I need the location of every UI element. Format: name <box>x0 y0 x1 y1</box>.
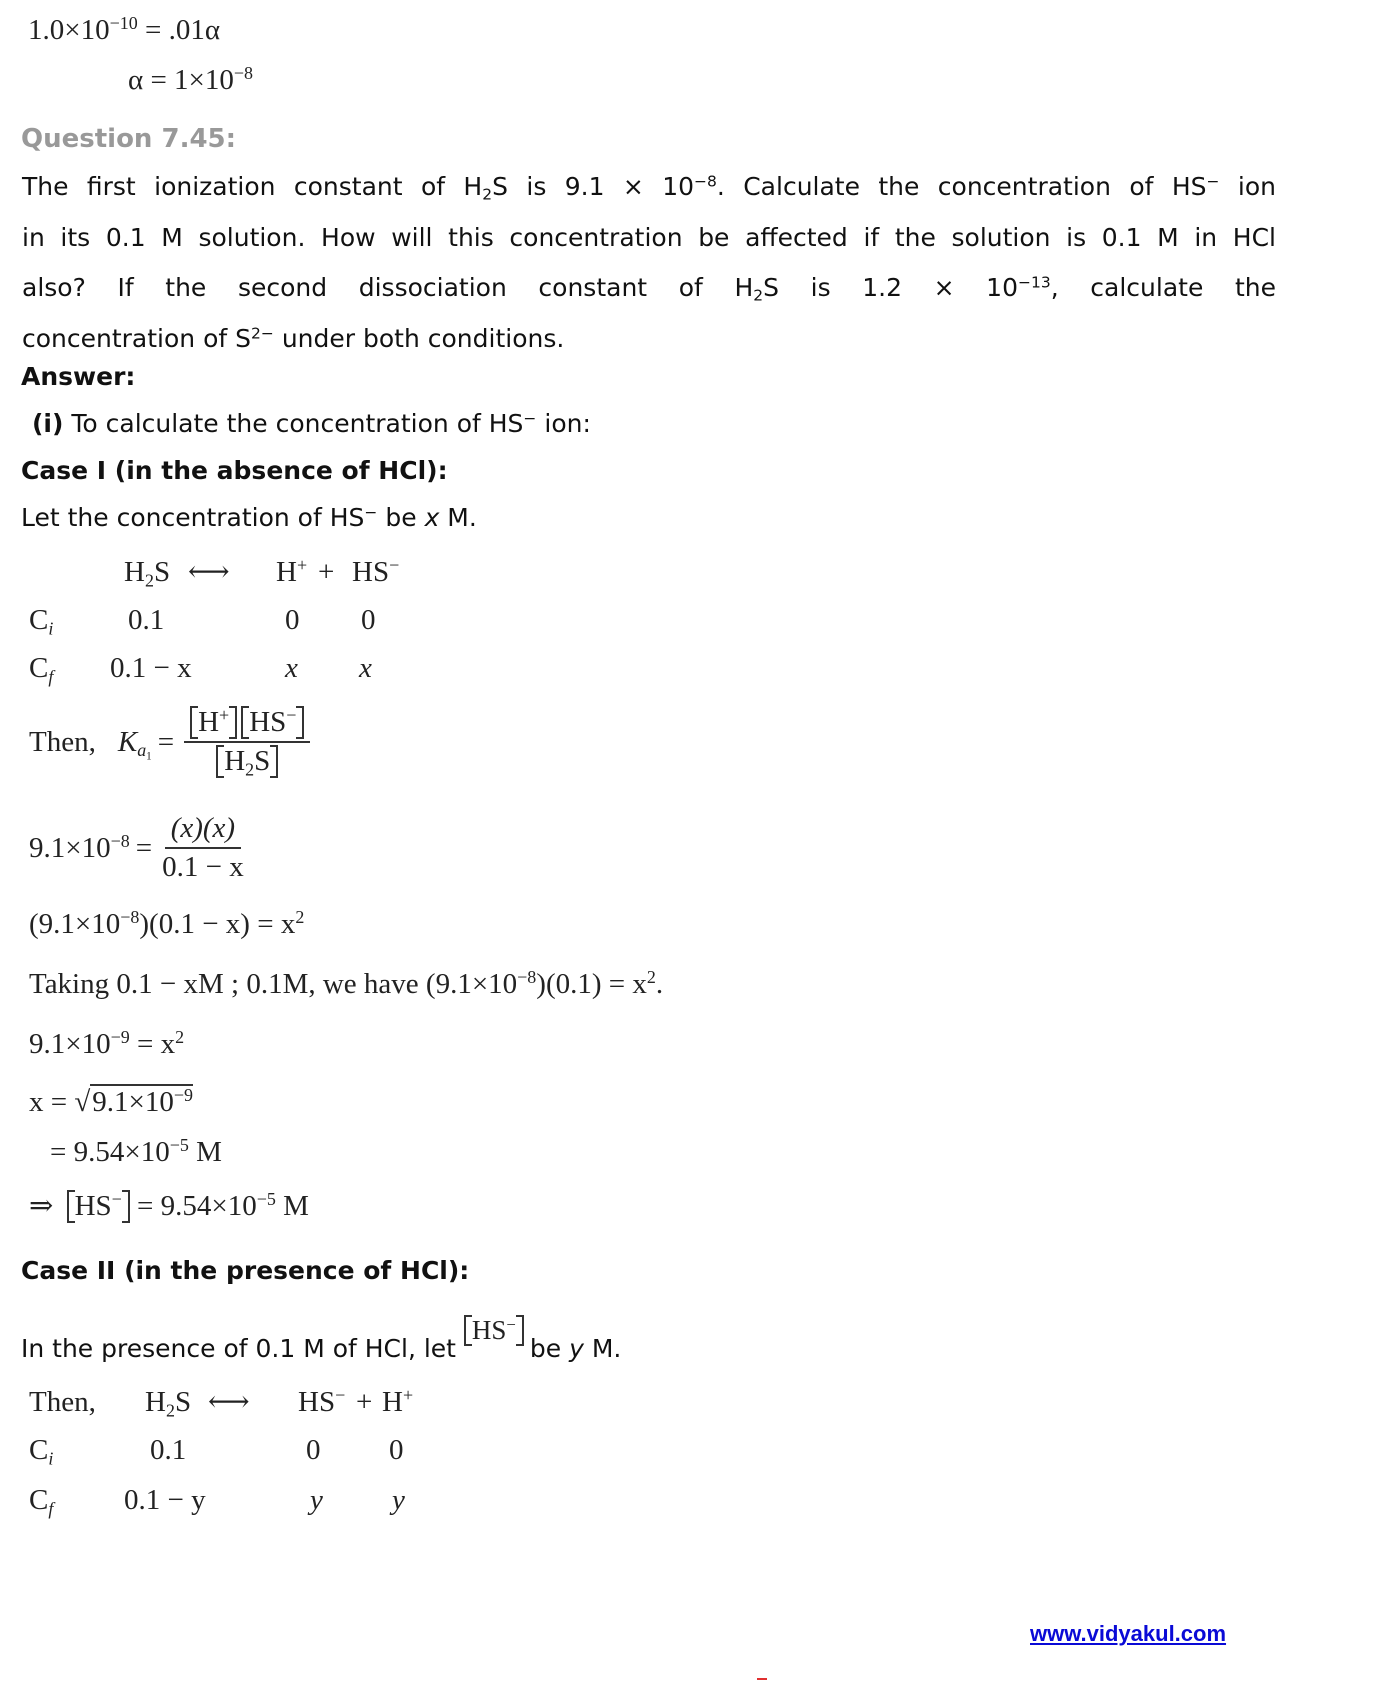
case1-intro: Let the concentration of HS− be x M. <box>21 503 477 532</box>
cell-value: x <box>285 652 298 684</box>
cell-value: 0 <box>361 604 376 636</box>
then-prefix: Then, <box>29 1386 96 1418</box>
cell-value: 0 <box>389 1434 404 1466</box>
cell-value: 0.1 − x <box>110 652 192 684</box>
eq-exp: −8 <box>233 63 254 84</box>
cell-value: 0.1 − y <box>124 1484 206 1516</box>
eq-rhs: = .01α <box>144 14 221 46</box>
question-line-3: also? If the second dissociation constant of $H_2S$ is $1.2 \times 10^{-13}$, calculate the <box>22 273 1276 305</box>
part-i-line: (i) To calculate the concentration of HS− ion: <box>32 409 591 438</box>
cell-value: 0 <box>285 604 300 636</box>
question-line-1: The first ionization constant of $H_2S$ is $9.1 \times 10^{-8}$. Calculate the concentration of HS− ion <box>22 172 1276 204</box>
step-6: = $9.54\times 10^{-5}$ M <box>50 1135 222 1168</box>
case1-heading: Case I (in the absence of HCl): <box>21 456 448 485</box>
step-1-fraction: $\frac{(x)(x)}{0.1 - x}$ <box>162 812 244 883</box>
cell-value: x <box>359 652 372 684</box>
cell-value: y <box>392 1484 405 1516</box>
answer-heading: Answer: <box>21 362 136 391</box>
row-label-initial: $C_i$ <box>29 1434 54 1469</box>
eq-lhs: α = 1×10 <box>128 64 234 96</box>
case2-heading: Case II (in the presence of HCl): <box>21 1256 470 1285</box>
equilibrium-arrow-icon: ⟷ <box>188 556 230 588</box>
reaction-product-1: H+ <box>276 555 308 588</box>
step-5: $x = √9.1\times 10^{-9}$ <box>29 1085 194 1118</box>
ka-expression: Then, $K_{a_1}$ = $\frac{H^+ HS^-}{H_2S}$ <box>29 706 314 778</box>
row-label-final: $C_f$ <box>29 652 54 687</box>
equation-alpha-line1 <box>28 14 220 47</box>
ka-fraction: $\frac{H^+ HS^-}{H_2S}$ <box>184 706 310 778</box>
step-7-result: ⇒ $HS^- = 9.54\times 10^{-5}$ M <box>29 1189 309 1222</box>
sqrt-radicand: $9.1\times 10^{-9}$ <box>92 1085 194 1118</box>
reaction-product-2: H+ <box>382 1385 414 1418</box>
question-line-4: concentration of $S^{2-}$ under both conditions. <box>22 323 565 353</box>
question-heading: Question 7.45: <box>21 124 237 154</box>
question-text <box>22 162 1276 364</box>
vidyakul-website-link[interactable]: www.vidyakul.com <box>1030 1621 1227 1646</box>
case2-intro: In the presence of 0.1 M of HCl, let HS−be y M. <box>21 1314 622 1363</box>
reaction-reactant: $H_2S$ <box>145 1386 192 1421</box>
reaction-reactant: $H_2S$ <box>124 556 171 591</box>
eq-lhs: 1.0×10 <box>28 14 110 46</box>
cell-value: y <box>310 1484 323 1516</box>
cell-value: 0 <box>306 1434 321 1466</box>
part-i-label: (i) <box>32 409 64 438</box>
cell-value: 0.1 <box>128 604 165 636</box>
reaction-product-2: HS− <box>352 555 400 588</box>
page-edge-mark <box>757 1678 767 1680</box>
cell-value: 0.1 <box>150 1434 187 1466</box>
reaction-plus: + <box>356 1386 373 1418</box>
step-2: $(9.1\times 10^{-8})(0.1 - x) = x^2$ <box>29 907 305 940</box>
eq-exp: −10 <box>109 13 138 34</box>
row-label-final: $C_f$ <box>29 1484 54 1519</box>
equilibrium-arrow-icon: ⟷ <box>208 1386 250 1418</box>
step-3: Taking 0.1 − xM ; 0.1M, we have $(9.1\times 10^{-8})(0.1) = x^2$. <box>29 967 664 1000</box>
implies-icon: ⇒ <box>29 1190 54 1222</box>
row-label-initial: $C_i$ <box>29 604 54 639</box>
equation-alpha-line2 <box>128 64 253 97</box>
question-line-2: in its 0.1 M solution. How will this concentration be affected if the solution is 0.1 M in HCl <box>22 222 1276 252</box>
ka-symbol: $K_{a_1}$ <box>117 725 152 763</box>
reaction-product-1: HS− <box>298 1385 346 1418</box>
step-1: $9.1\times 10^{-8}$ = $\frac{(x)(x)}{0.1 - x}$ <box>29 812 244 883</box>
reaction-plus: + <box>318 556 335 588</box>
step-4: $9.1\times 10^{-9} = x^2$ <box>29 1027 185 1060</box>
